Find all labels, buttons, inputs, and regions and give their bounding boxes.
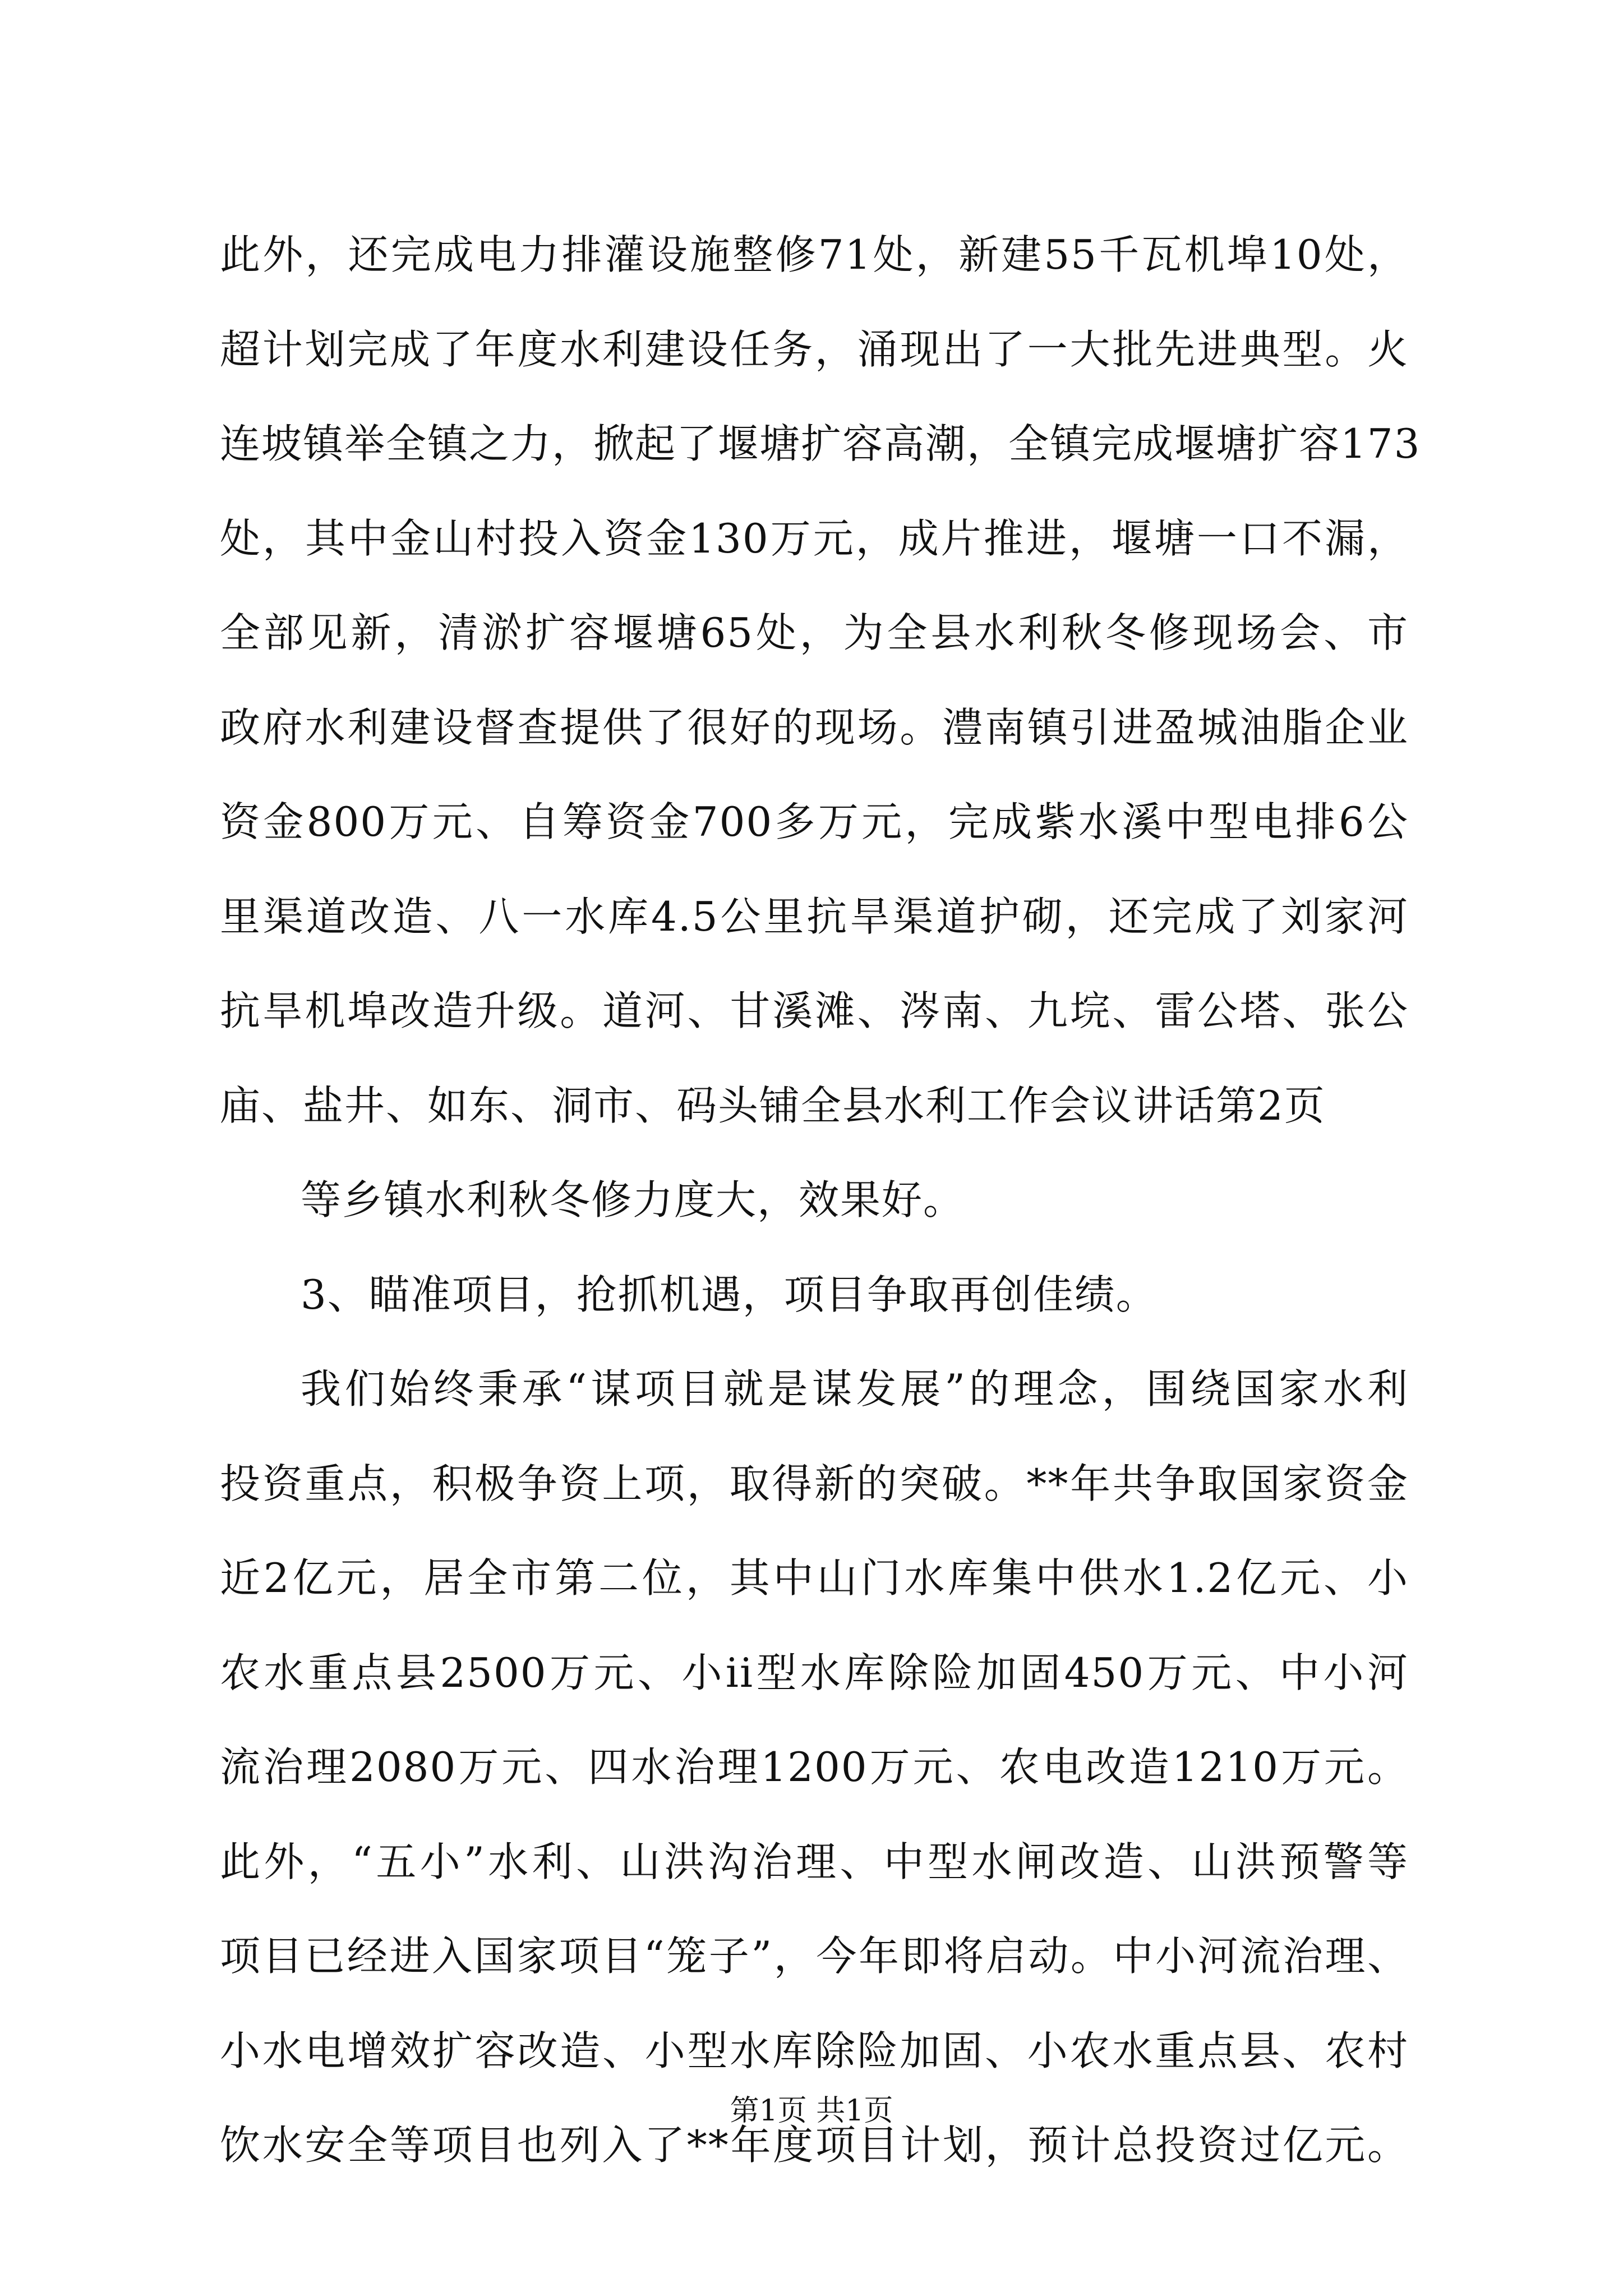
text-line: 此外，“五小”水利、山洪沟治理、中型水闸改造、山洪预警等: [220, 1838, 1409, 1885]
section-heading: 3、瞄准项目，抢抓机遇，项目争取再创佳绩。: [301, 1271, 1158, 1318]
text-line: 我们始终秉承“谋项目就是谋发展”的理念，围绕国家水利: [301, 1365, 1409, 1412]
text-line: 项目已经进入国家项目“笼子”，今年即将启动。中小河流治理、: [220, 1932, 1409, 1980]
text-line: 投资重点，积极争资上项，取得新的突破。**年共争取国家资金: [220, 1460, 1409, 1507]
text-line: 庙、盐井、如东、洞市、码头铺全县水利工作会议讲话第2页: [220, 1082, 1326, 1129]
text-line: 此外，还完成电力排灌设施整修71处，新建55千瓦机埠10处，: [220, 231, 1409, 278]
text-line: 处，其中金山村投入资金130万元，成片推进，堰塘一口不漏，: [220, 514, 1409, 562]
text-line: 抗旱机埠改造升级。道河、甘溪滩、涔南、九垸、雷公塔、张公: [220, 987, 1409, 1034]
text-line: 农水重点县2500万元、小ii型水库除险加固450万元、中小河: [220, 1649, 1409, 1696]
text-line: 小水电增效扩容改造、小型水库除险加固、小农水重点县、农村: [220, 2027, 1409, 2074]
text-line: 近2亿元，居全市第二位，其中山门水库集中供水1.2亿元、小: [220, 1554, 1409, 1602]
text-line: 流治理2080万元、四水治理1200万元、农电改造1210万元。: [220, 1743, 1409, 1791]
text-line: 全部见新，清淤扩容堰塘65处，为全县水利秋冬修现场会、市: [220, 609, 1409, 656]
text-line: 政府水利建设督查提供了很好的现场。澧南镇引进盈城油脂企业: [220, 703, 1409, 751]
text-line: 超计划完成了年度水利建设任务，涌现出了一大批先进典型。火: [220, 325, 1409, 373]
text-line: 资金800万元、自筹资金700多万元，完成紫水溪中型电排6公: [220, 798, 1409, 845]
text-line: 等乡镇水利秋冬修力度大，效果好。: [301, 1176, 965, 1223]
body-text: [220, 208, 1421, 2193]
text-line: 里渠道改造、八一水库4.5公里抗旱渠道护砌，还完成了刘家河: [220, 892, 1409, 940]
text-line: 饮水安全等项目也列入了**年度项目计划，预计总投资过亿元。: [220, 2122, 1409, 2169]
text-line: 连坡镇举全镇之力，掀起了堰塘扩容高潮，全镇完成堰塘扩容173: [220, 420, 1421, 467]
page-footer: 第1页 共1页: [730, 2094, 893, 2128]
